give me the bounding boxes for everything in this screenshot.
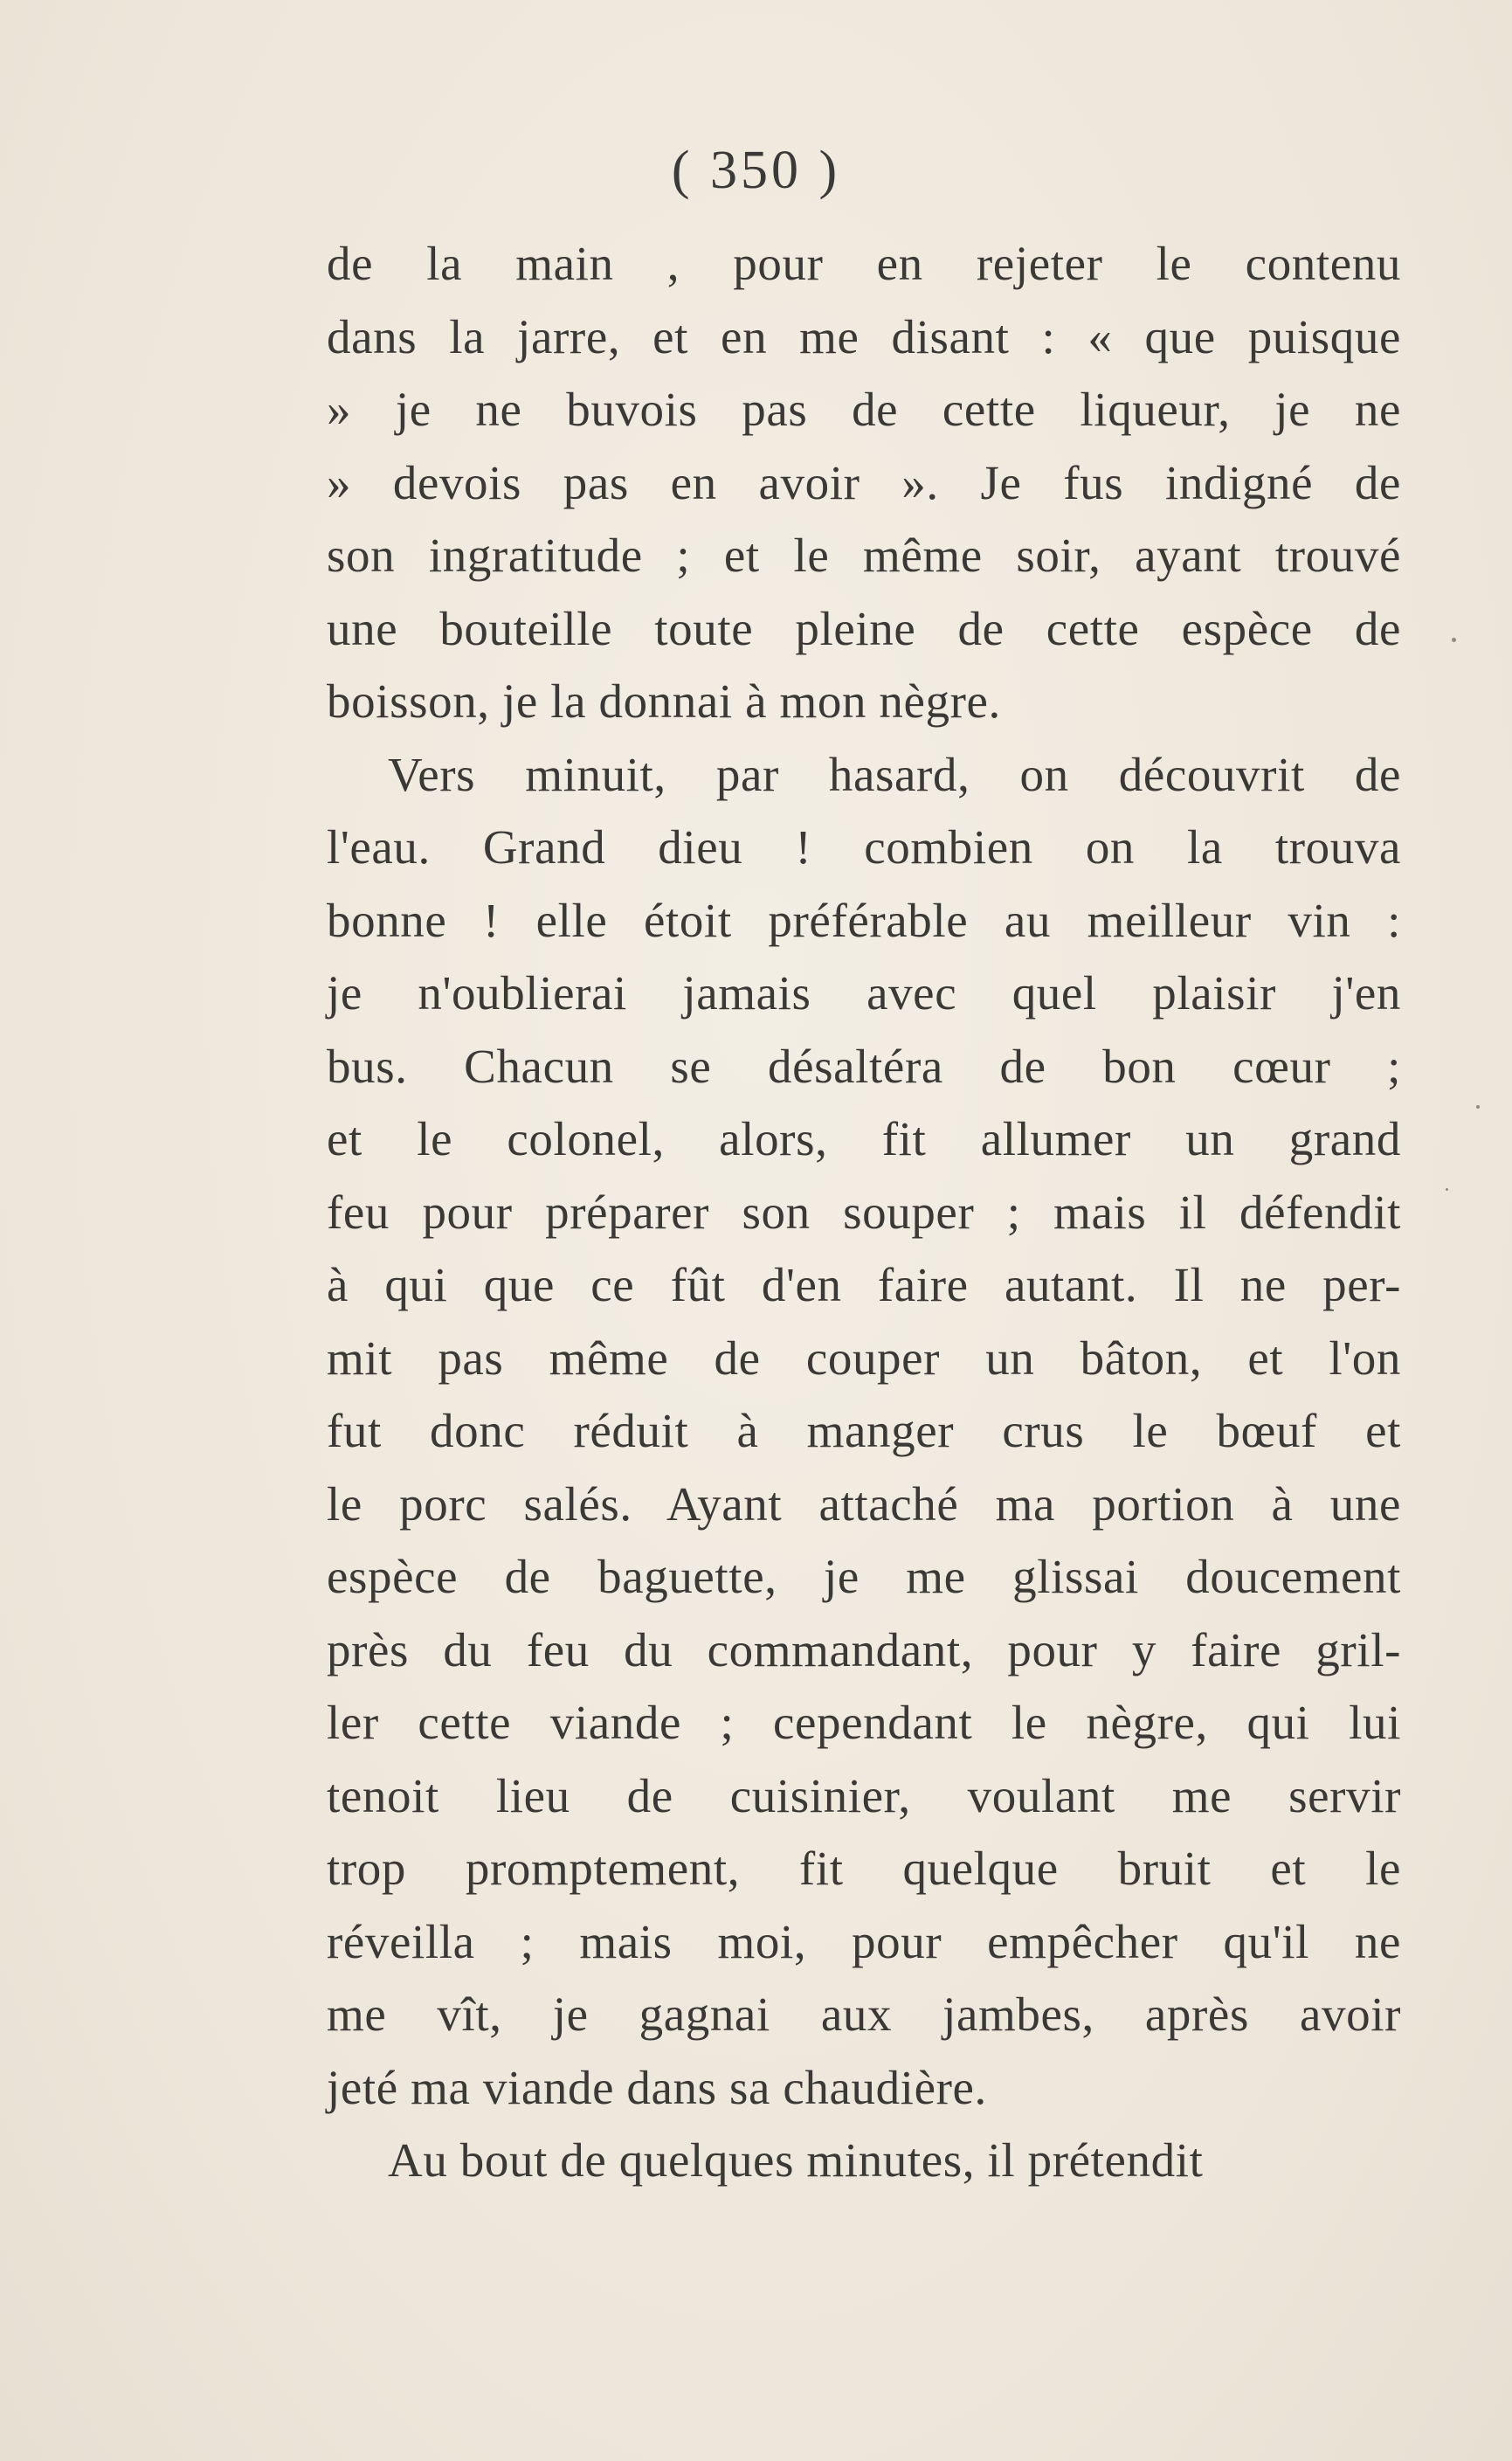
text-line: bonne ! elle étoit préférable au meilleur vin : xyxy=(327,893,1401,947)
text-line: Vers minuit, par hasard, on découvrit de xyxy=(388,747,1401,801)
text-line: près du feu du commandant, pour y faire gril- xyxy=(327,1622,1401,1676)
text-line: bus. Chacun se désaltéra de bon cœur ; xyxy=(327,1039,1401,1093)
text-line: et le colonel, alors, fit allumer un grand xyxy=(327,1112,1401,1165)
text-line: fut donc réduit à manger crus le bœuf et xyxy=(327,1404,1401,1457)
paper-speck xyxy=(1476,1105,1480,1109)
page-number: ( 350 ) xyxy=(671,141,841,200)
text-line: le porc salés. Ayant attaché ma portion à une xyxy=(327,1476,1401,1531)
text-line: de la main , pour en rejeter le contenu xyxy=(327,237,1401,290)
text-line: tenoit lieu de cuisinier, voulant me servir xyxy=(327,1768,1401,1822)
text-line: à qui que ce fût d'en faire autant. Il ne per- xyxy=(327,1258,1401,1311)
text-line: je n'oublierai jamais avec quel plaisir j'en xyxy=(327,966,1401,1020)
paper-speck xyxy=(1446,1188,1448,1191)
text-line: » je ne buvois pas de cette liqueur, je ne xyxy=(327,383,1401,436)
text-line: feu pour préparer son souper ; mais il défendit xyxy=(327,1185,1401,1239)
text-line: me vît, je gagnai aux jambes, après avoir xyxy=(327,1987,1401,2041)
paper-speck xyxy=(1452,638,1456,642)
text-line: l'eau. Grand dieu ! combien on la trouva xyxy=(327,820,1401,874)
text-line: ler cette viande ; cependant le nègre, qui lui xyxy=(327,1696,1401,1749)
text-line: jeté ma viande dans sa chaudière. xyxy=(327,2060,987,2114)
text-line: une bouteille toute pleine de cette espèce de xyxy=(327,601,1401,655)
text-line: mit pas même de couper un bâton, et l'on xyxy=(327,1331,1401,1385)
text-line: dans la jarre, et en me disant : « que puisque xyxy=(327,309,1401,363)
text-line: espèce de baguette, je me glissai doucement xyxy=(327,1550,1401,1603)
text-line: son ingratitude ; et le même soir, ayant trouvé xyxy=(327,529,1401,582)
body-text xyxy=(327,227,1401,2197)
text-line: » devois pas en avoir ». Je fus indigné de xyxy=(327,455,1401,509)
text-line: trop promptement, fit quelque bruit et le xyxy=(327,1842,1401,1895)
text-line: boisson, je la donnai à mon nègre. xyxy=(327,674,1001,728)
text-line: Au bout de quelques minutes, il prétendit xyxy=(388,2133,1204,2187)
text-line: réveilla ; mais moi, pour empêcher qu'il ne xyxy=(327,1914,1401,1968)
